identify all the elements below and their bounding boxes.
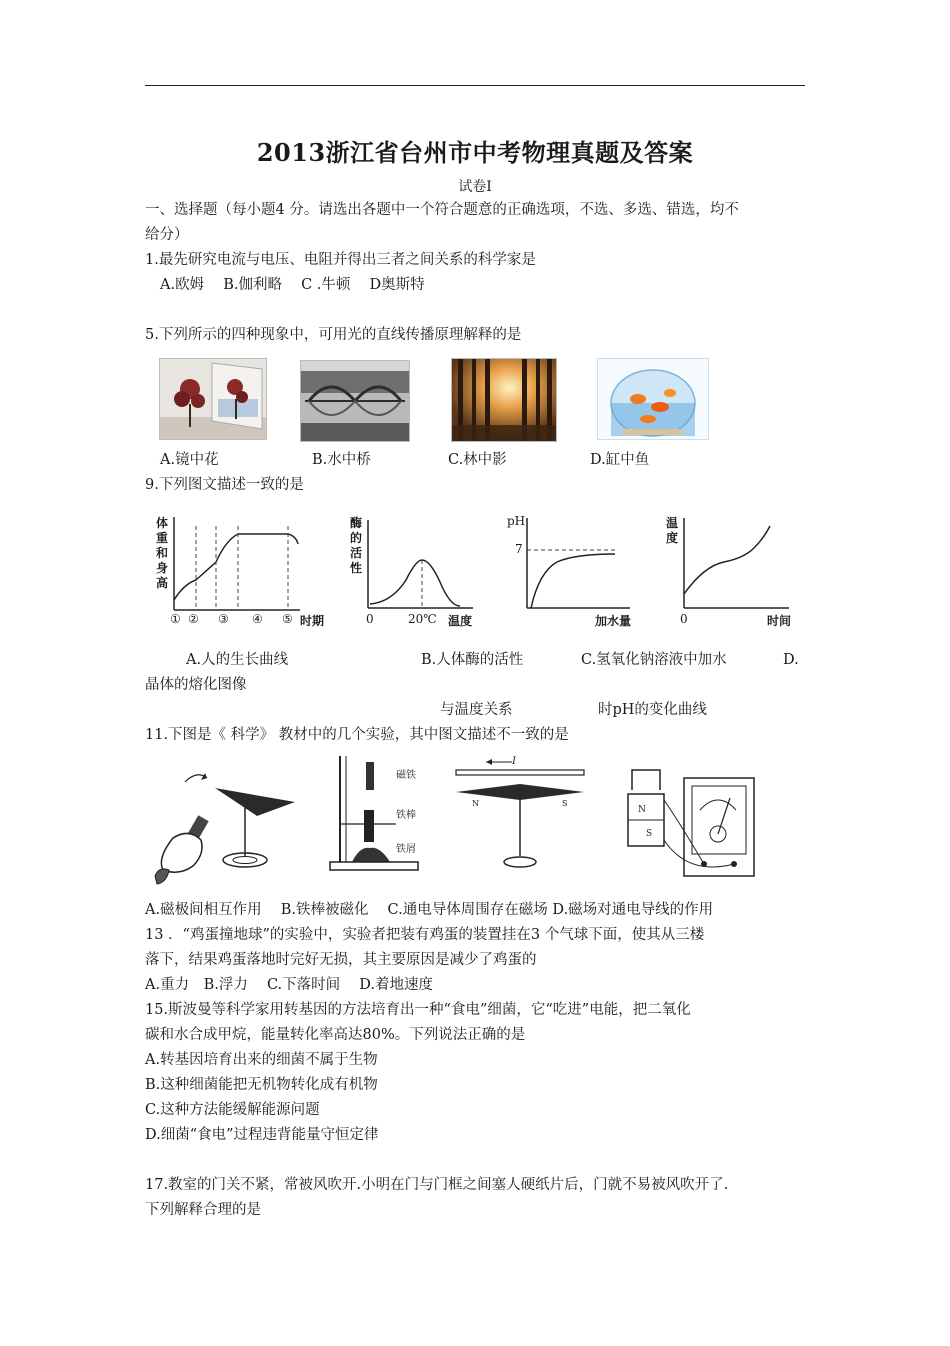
graph-growth-curve — [150, 512, 335, 632]
graph-c-ylabel: pH — [507, 514, 526, 528]
q5-option-c: C.林中影 — [448, 452, 507, 468]
q9-caption-c: C.氢氧化钠溶液中加水 — [581, 652, 727, 668]
photo-fish-bowl — [597, 358, 709, 440]
graph-a-tick-1: ① — [170, 612, 181, 626]
fig-label-magnet: 磁铁 — [396, 770, 416, 781]
q13-options: A.重力 B.浮力 C.下落时间 D.着地速度 — [145, 977, 433, 993]
svg-text:N: N — [472, 799, 479, 808]
svg-text:S: S — [646, 829, 653, 839]
graph-b-tick: 20℃ — [408, 612, 437, 626]
graph-d-ylabel: 温度 — [666, 516, 679, 545]
q17-line2: 下列解释合理的是 — [145, 1202, 261, 1218]
paper-subtitle: 试卷Ⅰ — [458, 179, 492, 195]
fig-label-iron-rod: 铁棒 — [396, 810, 416, 821]
q9-caption-d-cont: 晶体的熔化图像 — [145, 677, 247, 693]
q15-option-b: B.这种细菌能把无机物转化成有机物 — [145, 1077, 378, 1093]
graph-a-xlabel: 时期 — [300, 614, 325, 628]
q9-caption-b: B.人体酶的活性 — [421, 652, 524, 668]
graph-d-origin: 0 — [680, 612, 688, 626]
q15-line2: 碳和水合成甲烷，能量转化率高达80%。下列说法正确的是 — [145, 1027, 526, 1043]
q13-line1: 13 ．“鸡蛋撞地球”的实验中，实验者把装有鸡蛋的装置挂在3 个气球下面，使其从三楼 — [145, 927, 705, 943]
graph-ph-dilution — [505, 512, 635, 632]
graph-b-ylabel: 酶的活性 — [350, 516, 363, 575]
q9-caption-d: D. — [783, 652, 799, 668]
photo-forest-shadow — [451, 358, 557, 442]
q17-line1: 17.教室的门关不紧，常被风吹开.小明在门与门框之间塞人硬纸片后，门就不易被风吹开了. — [145, 1177, 729, 1193]
section-heading-line1: 一、选择题（每小题4 分。请选出各题中一个符合题意的正确选项，不选、多选、错选，均不 — [145, 202, 739, 218]
graph-enzyme-activity — [348, 512, 488, 632]
q9-stem: 9.下列图文描述一致的是 — [145, 477, 304, 493]
graph-d-xlabel: 时间 — [767, 614, 792, 628]
graph-c-xlabel: 加水量 — [595, 614, 632, 628]
graph-a-tick-2: ② — [188, 612, 199, 626]
graph-b-origin: 0 — [366, 612, 374, 626]
q9-caption-b-cont: 与温度关系 — [440, 702, 513, 718]
graph-a-tick-5: ⑤ — [282, 612, 293, 626]
q9-caption-a: A.人的生长曲线 — [186, 652, 289, 668]
svg-text:N: N — [638, 805, 646, 815]
svg-text:S: S — [562, 799, 568, 808]
photo-water-bridge — [300, 360, 410, 442]
q13-line2: 落下，结果鸡蛋落地时完好无损，其主要原因是减少了鸡蛋的 — [145, 952, 537, 968]
q15-line1: 15.斯波曼等科学家用转基因的方法培育出一种“食电”细菌，它“吃进”电能，把二氧化 — [145, 1002, 691, 1018]
q15-option-a: A.转基因培育出来的细菌不属于生物 — [145, 1052, 378, 1068]
q5-option-d: D.缸中鱼 — [590, 452, 650, 468]
graph-crystal-melting — [664, 512, 804, 632]
q1-stem: 1.最先研究电流与电压、电阻并得出三者之间关系的科学家是 — [145, 252, 536, 268]
fig-magnetic-poles — [145, 758, 305, 888]
q5-option-b: B.水中桥 — [312, 452, 371, 468]
q11-stem: 11.下图是《 科学》 教材中的几个实验，其中图文描述不一致的是 — [145, 727, 569, 743]
fig-iron-rod-magnetized — [326, 752, 436, 888]
graph-a-tick-4: ④ — [252, 612, 263, 626]
q15-option-d: D.细菌“食电”过程违背能量守恒定律 — [145, 1127, 379, 1143]
fig-current-magnetic-field — [452, 756, 588, 886]
section-heading-line2: 给分） — [145, 227, 189, 243]
graph-a-tick-3: ③ — [218, 612, 229, 626]
document-title: 2013浙江省台州市中考物理真题及答案 — [256, 138, 694, 167]
header-rule — [145, 85, 805, 86]
graph-c-ytick: 7 — [515, 542, 523, 556]
graph-b-xlabel: 温度 — [448, 614, 473, 628]
fig-label-current: I — [512, 756, 516, 767]
fig-label-iron-filings: 铁屑 — [396, 844, 416, 855]
graph-a-ylabel: 体重和身高 — [156, 516, 169, 590]
q5-option-a: A.镜中花 — [160, 452, 219, 468]
q15-option-c: C.这种方法能缓解能源问题 — [145, 1102, 320, 1118]
q5-stem: 5.下列所示的四种现象中，可用光的直线传播原理解释的是 — [145, 327, 522, 343]
fig-force-on-wire — [618, 760, 758, 886]
q9-caption-c-cont: 时pH的变化曲线 — [598, 702, 707, 718]
photo-mirror-flower — [159, 358, 267, 440]
q1-options: A.欧姆 B.伽利略 C .牛顿 D奥斯特 — [160, 277, 425, 293]
q11-options: A.磁极间相互作用 B.铁棒被磁化 C.通电导体周围存在磁场 D.磁场对通电导线的作用 — [145, 902, 714, 918]
